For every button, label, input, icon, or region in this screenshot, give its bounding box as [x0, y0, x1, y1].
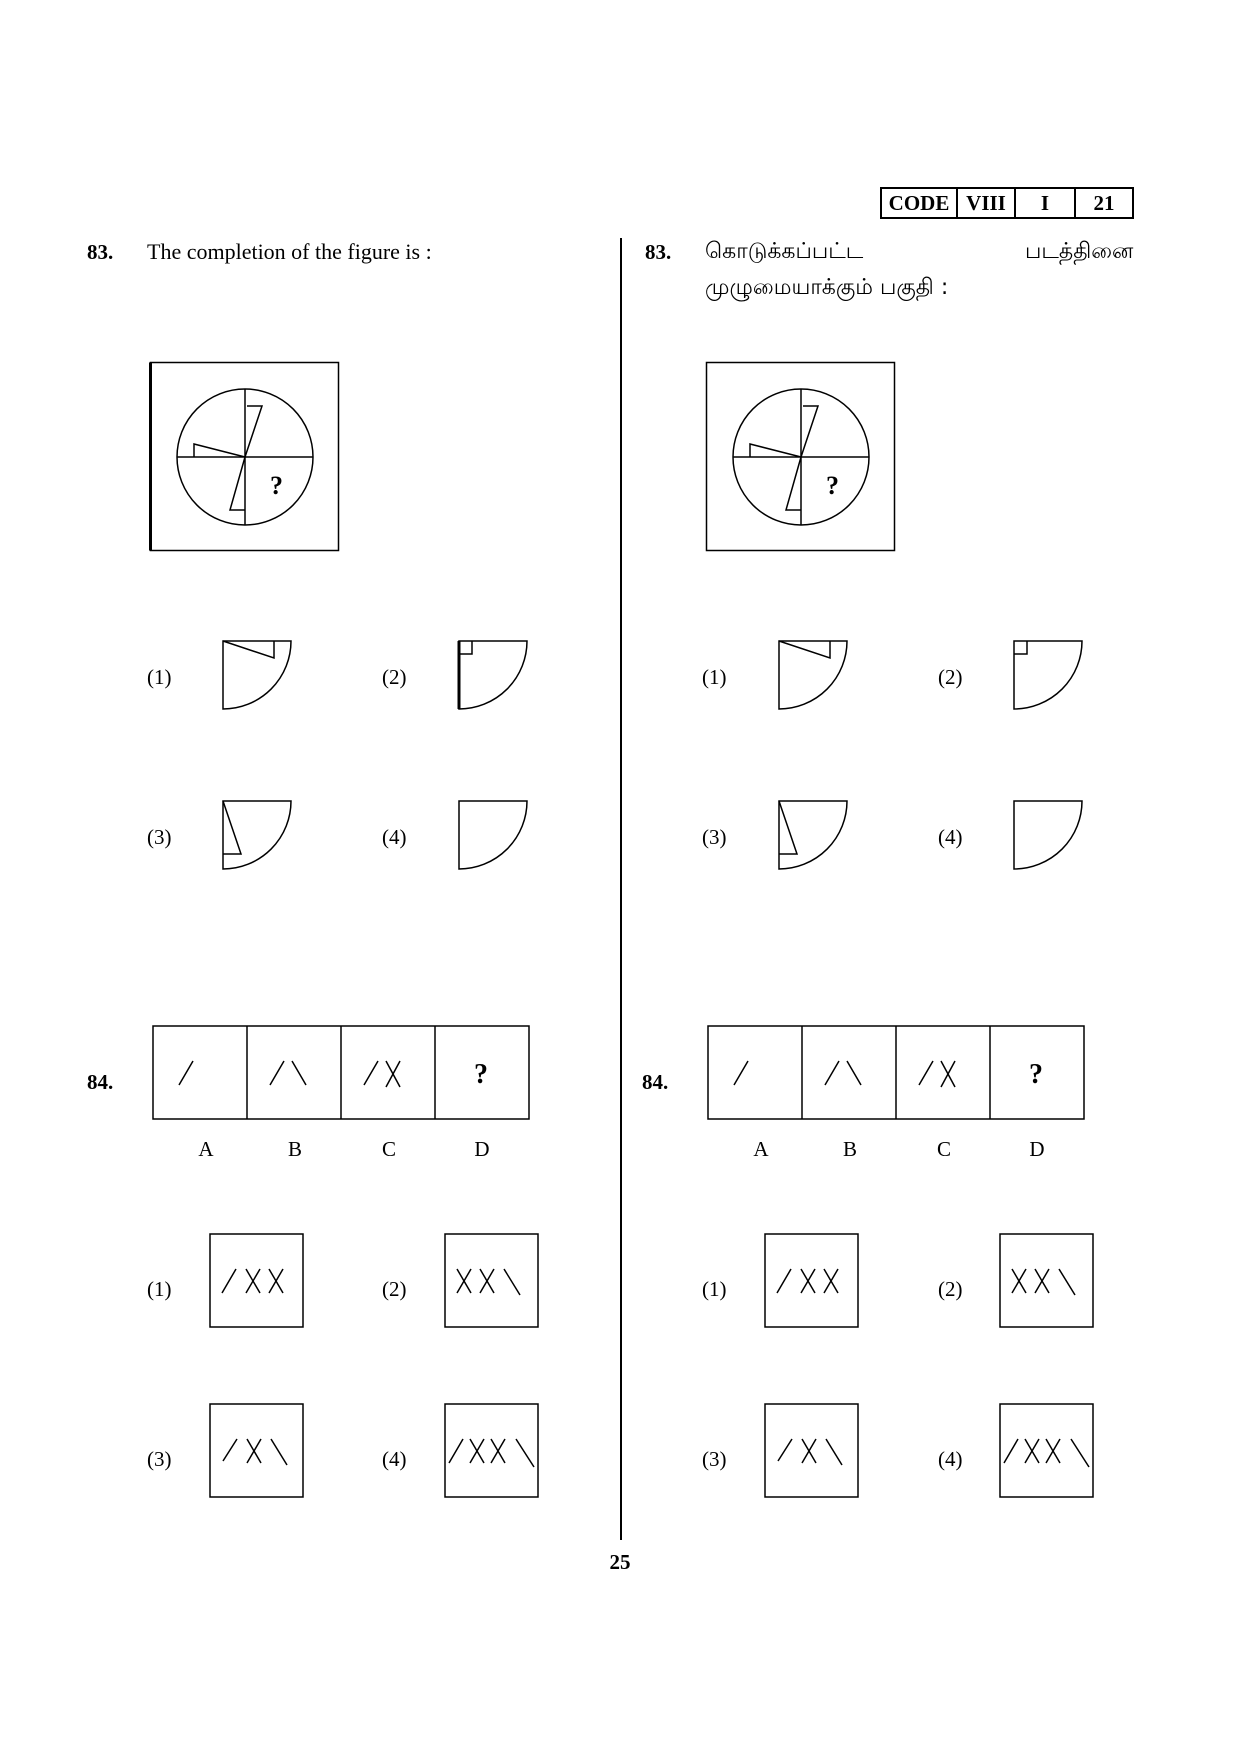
q84-option-2-label: (2) [382, 1277, 407, 1301]
tamil-option-1-label: (1) [702, 665, 727, 689]
option-1-quadrant[interactable] [222, 640, 294, 712]
tamil-option-3-quadrant[interactable] [778, 800, 850, 872]
option-2-label: (2) [382, 665, 407, 689]
tamil-series-letter-d: D [1029, 1137, 1045, 1161]
column-divider [620, 238, 622, 1540]
q84-option-1-box[interactable] [209, 1233, 305, 1329]
question-83-figure [150, 362, 340, 552]
tamil-q84-option-2-box[interactable] [999, 1233, 1095, 1329]
q84-option-1-label: (1) [147, 1277, 172, 1301]
series-letter-d: D [474, 1137, 490, 1161]
q84-option-4-label: (4) [382, 1447, 407, 1471]
question-83-text: The completion of the figure is : [147, 239, 432, 264]
series-question-mark: ? [474, 1059, 488, 1090]
tamil-q84-option-1-label: (1) [702, 1277, 727, 1301]
code-number: 21 [1074, 189, 1132, 217]
tamil-question-84-series [707, 1025, 1087, 1121]
tamil-question-84-number: 84. [642, 1070, 669, 1094]
tamil-option-2-label: (2) [938, 665, 963, 689]
tamil-q84-option-1-box[interactable] [764, 1233, 860, 1329]
option-2-quadrant[interactable] [458, 640, 530, 712]
tamil-q84-option-3-label: (3) [702, 1447, 727, 1471]
tamil-series-letter-a: A [753, 1137, 769, 1161]
tamil-series-question-mark: ? [1029, 1059, 1043, 1090]
option-3-label: (3) [147, 825, 172, 849]
tamil-question-83-line2: முழுமையாக்கும் பகுதி : [705, 275, 949, 300]
question-83-number: 83. [87, 240, 114, 264]
code-roman: VIII [956, 189, 1014, 217]
q84-option-2-box[interactable] [444, 1233, 540, 1329]
option-1-label: (1) [147, 665, 172, 689]
tamil-figure-question-mark: ? [826, 471, 839, 500]
code-set: I [1014, 189, 1074, 217]
tamil-option-1-quadrant[interactable] [778, 640, 850, 712]
tamil-question-83-word1: கொடுக்கப்பட்ட [705, 239, 864, 264]
tamil-series-letter-b: B [842, 1137, 857, 1161]
q84-option-3-label: (3) [147, 1447, 172, 1471]
tamil-series-letter-c: C [936, 1137, 951, 1161]
tamil-option-4-label: (4) [938, 825, 963, 849]
option-3-quadrant[interactable] [222, 800, 294, 872]
tamil-q84-option-4-box[interactable] [999, 1403, 1095, 1499]
q84-option-3-box[interactable] [209, 1403, 305, 1499]
series-letter-c: C [381, 1137, 396, 1161]
question-84-series [152, 1025, 532, 1121]
code-box [880, 187, 1134, 219]
tamil-option-4-quadrant[interactable] [1013, 800, 1085, 872]
tamil-q84-option-2-label: (2) [938, 1277, 963, 1301]
tamil-q84-option-4-label: (4) [938, 1447, 963, 1471]
question-84-number: 84. [87, 1070, 114, 1094]
tamil-q84-option-3-box[interactable] [764, 1403, 860, 1499]
tamil-question-83-number: 83. [645, 240, 672, 264]
tamil-question-83-word2: படத்தினை [1025, 239, 1134, 264]
tamil-option-3-label: (3) [702, 825, 727, 849]
page-number: 25 [609, 1550, 631, 1574]
figure-question-mark: ? [270, 471, 283, 500]
q84-option-4-box[interactable] [444, 1403, 540, 1499]
option-4-label: (4) [382, 825, 407, 849]
code-label: CODE [888, 190, 950, 215]
series-letter-a: A [198, 1137, 214, 1161]
tamil-question-83-figure [706, 362, 896, 552]
option-4-quadrant[interactable] [458, 800, 530, 872]
series-letter-b: B [287, 1137, 302, 1161]
tamil-option-2-quadrant[interactable] [1013, 640, 1085, 712]
